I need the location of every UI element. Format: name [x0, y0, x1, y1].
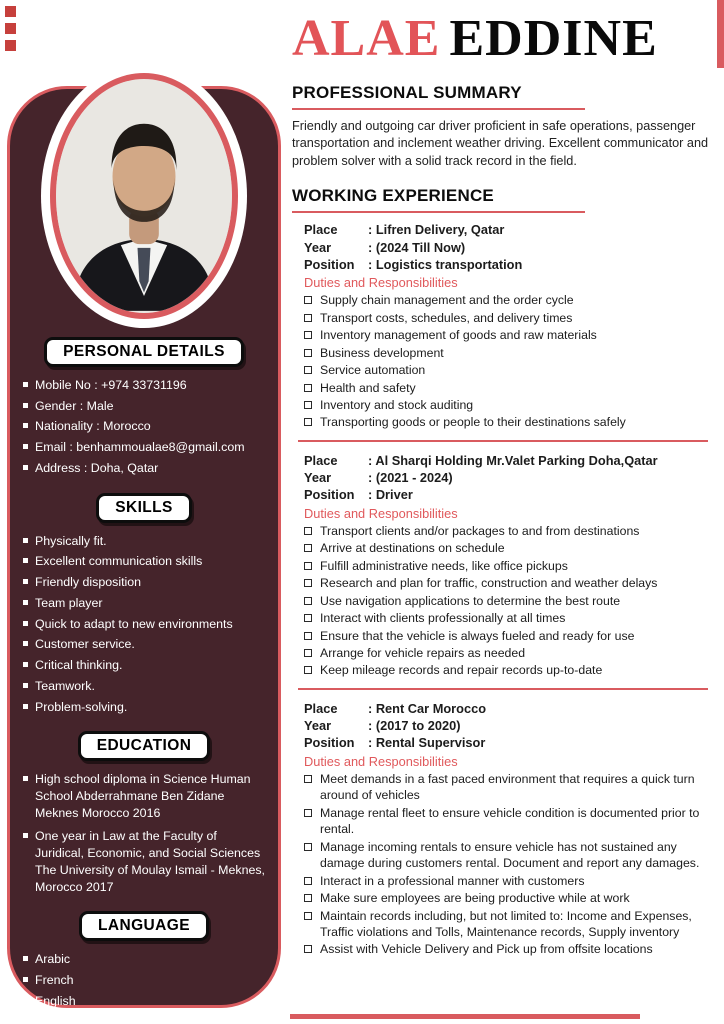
decor-square-icon [5, 40, 16, 51]
personal-detail-item: Mobile No : +974 33731196 [23, 377, 268, 394]
skills-list [10, 533, 278, 716]
education-heading: EDUCATION [78, 731, 211, 761]
sidebar [7, 86, 281, 1008]
year-label: Year [304, 718, 332, 734]
duty-item: Manage rental fleet to ensure vehicle condition is documented prior to rental. [304, 805, 710, 838]
job-entry [304, 221, 710, 431]
heading-underline [292, 211, 585, 214]
duty-item: Business development [304, 345, 710, 361]
duties-list [304, 771, 710, 958]
duty-item: Arrange for vehicle repairs as needed [304, 645, 710, 661]
skill-item: Physically fit. [23, 533, 268, 550]
place-value: : Lifren Delivery, Qatar [368, 222, 505, 238]
language-item: French [23, 972, 268, 989]
skill-item: Teamwork. [23, 678, 268, 695]
year-value: : (2021 - 2024) [368, 470, 453, 486]
duty-item: Transport costs, schedules, and delivery times [304, 310, 710, 326]
language-item: English [23, 993, 268, 1010]
personal-details-section [10, 337, 278, 477]
skill-item: Friendly disposition [23, 574, 268, 591]
duty-item: Service automation [304, 362, 710, 378]
skill-item: Customer service. [23, 636, 268, 653]
place-value: : Al Sharqi Holding Mr.Valet Parking Doha,Qatar [368, 452, 658, 468]
personal-detail-item: Address : Doha, Qatar [23, 460, 268, 477]
decor-square-icon [5, 23, 16, 34]
job-place-row [304, 221, 710, 238]
skills-heading: SKILLS [96, 493, 192, 523]
duties-list [304, 292, 710, 431]
skill-item: Quick to adapt to new environments [23, 616, 268, 633]
position-value: : Driver [368, 487, 413, 503]
experience-heading: WORKING EXPERIENCE [292, 185, 494, 205]
duty-item: Make sure employees are being productive while at work [304, 890, 710, 906]
personal-detail-item: Gender : Male [23, 398, 268, 415]
language-item: Arabic [23, 951, 268, 968]
job-place-row [304, 700, 710, 717]
duty-item: Fulfill administrative needs, like office pickups [304, 558, 710, 574]
education-item: High school diploma in Science Human School Abderrahmane Ben Zidane Meknes Morocco 2016 [23, 771, 268, 821]
year-label: Year [304, 239, 332, 255]
duty-item: Interact with clients professionally at all times [304, 610, 710, 626]
personal-details-heading: PERSONAL DETAILS [44, 337, 244, 367]
profile-photo [50, 73, 238, 319]
job-divider [298, 440, 708, 442]
skill-item: Problem-solving. [23, 699, 268, 716]
position-value: : Logistics transportation [368, 256, 523, 272]
duty-item: Maintain records including, but not limited to: Income and Expenses, Traffic violations and Tolls, Maintenance records, Supply inventory [304, 908, 710, 941]
duties-heading: Duties and Responsibilities [304, 275, 458, 291]
education-list [10, 771, 278, 895]
heading-underline [292, 108, 585, 111]
language-section [10, 911, 278, 1009]
duty-item: Assist with Vehicle Delivery and Pick up from offsite locations [304, 941, 710, 957]
duty-item: Research and plan for traffic, construction and weather delays [304, 575, 710, 591]
job-year-row [304, 239, 710, 256]
job-place-row [304, 452, 710, 469]
year-value: : (2024 Till Now) [368, 239, 466, 255]
position-label: Position [304, 256, 355, 272]
summary-text: Friendly and outgoing car driver proficient in safe operations, passenger transportation and inclement weather driving. Excellent communicator and problem solver with a solid track record in the field. [292, 119, 709, 168]
decor-bottom-bar [290, 1014, 640, 1019]
place-label: Place [304, 452, 338, 468]
personal-detail-item: Nationality : Morocco [23, 418, 268, 435]
skill-item: Team player [23, 595, 268, 612]
education-section [10, 731, 278, 895]
duties-heading: Duties and Responsibilities [304, 753, 458, 769]
position-label: Position [304, 487, 355, 503]
year-value: : (2017 to 2020) [368, 718, 461, 734]
duty-item: Use navigation applications to determine the best route [304, 593, 710, 609]
job-entry [304, 452, 710, 679]
main-column [292, 12, 710, 959]
place-label: Place [304, 222, 338, 238]
decor-top-right-bar [717, 0, 724, 68]
duty-item: Supply chain management and the order cycle [304, 292, 710, 308]
skill-item: Critical thinking. [23, 657, 268, 674]
year-label: Year [304, 470, 332, 486]
page-title [292, 12, 710, 67]
duties-heading: Duties and Responsibilities [304, 505, 458, 521]
duty-item: Health and safety [304, 380, 710, 396]
duty-item: Transporting goods or people to their destinations safely [304, 414, 710, 430]
job-year-row [304, 469, 710, 486]
job-entry [304, 700, 710, 958]
duty-item: Ensure that the vehicle is always fueled and ready for use [304, 628, 710, 644]
duty-item: Keep mileage records and repair records up-to-date [304, 662, 710, 678]
language-heading: LANGUAGE [79, 911, 209, 941]
job-year-row [304, 717, 710, 734]
first-name: ALAE [292, 10, 441, 67]
position-label: Position [304, 735, 355, 751]
summary-heading: PROFESSIONAL SUMMARY [292, 82, 522, 102]
duty-item: Arrive at destinations on schedule [304, 540, 710, 556]
job-divider [298, 688, 708, 690]
education-item: One year in Law at the Faculty of Juridical, Economic, and Social Sciences The University of Moulay Ismail - Meknes, Morocco 2017 [23, 828, 268, 895]
duty-item: Manage incoming rentals to ensure vehicle has not sustained any damage during customers rental. Document and report any damages. [304, 839, 710, 872]
person-silhouette-icon [56, 79, 232, 313]
last-name: EDDINE [449, 10, 658, 67]
skills-section [10, 493, 278, 716]
personal-detail-item: Email : benhammoualae8@gmail.com [23, 439, 268, 456]
duty-item: Inventory and stock auditing [304, 397, 710, 413]
duty-item: Inventory management of goods and raw materials [304, 327, 710, 343]
duty-item: Meet demands in a fast paced environment that requires a quick turn around of vehicles [304, 771, 710, 804]
place-value: : Rent Car Morocco [368, 700, 487, 716]
duty-item: Transport clients and/or packages to and from destinations [304, 523, 710, 539]
skill-item: Excellent communication skills [23, 553, 268, 570]
personal-details-list [10, 377, 278, 477]
place-label: Place [304, 700, 338, 716]
job-position-row [304, 734, 710, 751]
duties-list [304, 523, 710, 679]
job-position-row [304, 486, 710, 503]
language-list [10, 951, 278, 1009]
position-value: : Rental Supervisor [368, 735, 486, 751]
decor-square-icon [5, 6, 16, 17]
job-position-row [304, 256, 710, 273]
duty-item: Interact in a professional manner with customers [304, 873, 710, 889]
